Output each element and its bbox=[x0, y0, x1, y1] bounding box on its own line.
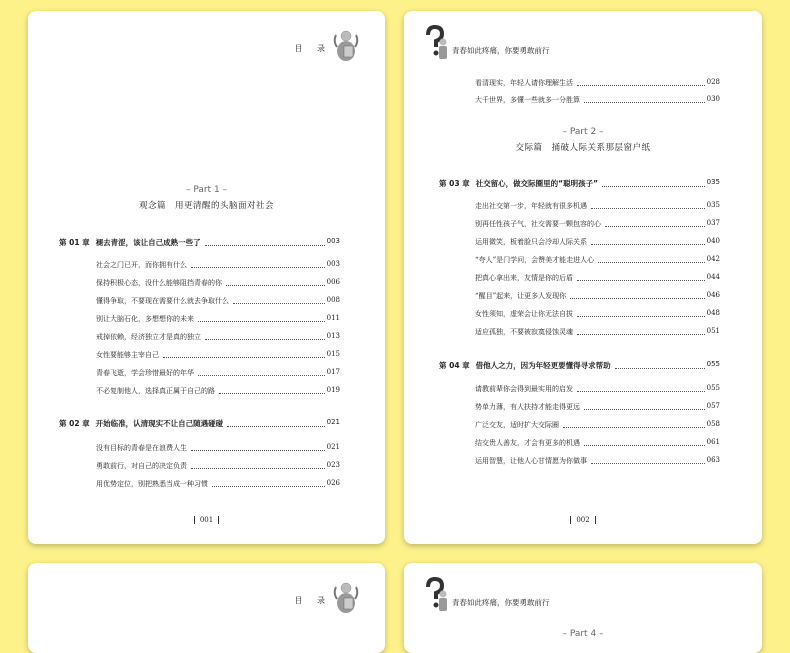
leader-dots bbox=[591, 201, 705, 209]
part-subtitle: 交际篇 捅破人际关系那层窗户纸 bbox=[515, 143, 651, 153]
page-number: 021 bbox=[326, 418, 340, 426]
toc-chapter[interactable] bbox=[439, 360, 720, 371]
entry-title: 运用智慧，让他人心甘情愿为你做事 bbox=[475, 457, 587, 465]
entry-title: 请教前辈你会得到最实用的启发 bbox=[475, 385, 573, 393]
toc-chapter[interactable] bbox=[439, 178, 720, 189]
leader-dots bbox=[191, 260, 325, 268]
toc-page-003 bbox=[28, 563, 385, 653]
entry-page: 019 bbox=[326, 386, 340, 394]
entry-title: 势单力薄，有人扶持才能走得更远 bbox=[475, 403, 580, 411]
entry-title: 运用微笑，板着脸只会冷却人际关系 bbox=[475, 238, 587, 246]
part-label: – Part 1 – bbox=[185, 185, 228, 195]
page-header bbox=[294, 581, 359, 619]
leader-dots bbox=[602, 178, 705, 187]
toc-entry[interactable] bbox=[96, 332, 340, 342]
header-title: 目 录 bbox=[294, 595, 331, 605]
entry-page: 037 bbox=[706, 219, 720, 227]
entry-title: 保持积极心态，没什么能够阻挡青春的你 bbox=[96, 279, 222, 287]
toc-entry[interactable] bbox=[96, 368, 340, 378]
entry-title: 结交贵人善友，才会有更多的机遇 bbox=[475, 439, 580, 447]
entry-page: 040 bbox=[706, 237, 720, 245]
leader-dots bbox=[212, 479, 325, 487]
entry-page: 003 bbox=[326, 260, 340, 268]
entry-title: 大千世界，多懂一些就多一分胜算 bbox=[475, 96, 580, 104]
toc-entry[interactable] bbox=[475, 309, 720, 319]
question-mark-figure-icon bbox=[424, 577, 450, 617]
page-number: 055 bbox=[706, 360, 720, 368]
entry-title: 不必复制他人，选择真正属于自己的路 bbox=[96, 387, 215, 395]
entry-title: 戒掉依赖，经济独立才是真的独立 bbox=[96, 333, 201, 341]
entry-page: 013 bbox=[326, 332, 340, 340]
toc-entry[interactable] bbox=[475, 456, 720, 466]
leader-dots bbox=[577, 78, 705, 86]
toc-entry[interactable] bbox=[96, 386, 340, 396]
entry-title: 适应孤独，不要被寂寞侵蚀灵魂 bbox=[475, 328, 573, 336]
chapter-number: 第 01 章 bbox=[59, 238, 90, 247]
entry-title: 勇敢前行，对自己的决定负责 bbox=[96, 462, 187, 470]
entry-page: 030 bbox=[706, 95, 720, 103]
leader-dots bbox=[205, 237, 325, 246]
page-footer bbox=[28, 516, 385, 524]
entry-page: 023 bbox=[326, 461, 340, 469]
entry-page: 021 bbox=[326, 443, 340, 451]
question-mark-figure-icon bbox=[424, 25, 450, 65]
toc-entry[interactable] bbox=[475, 420, 720, 430]
leader-dots bbox=[591, 237, 705, 245]
entry-page: 015 bbox=[326, 350, 340, 358]
toc-entry[interactable] bbox=[96, 260, 340, 270]
toc-entry[interactable] bbox=[475, 438, 720, 448]
toc-entry[interactable] bbox=[475, 95, 720, 105]
toc-chapter[interactable] bbox=[59, 418, 340, 429]
entry-title: 用优势定位，别把熟悉当成一种习惯 bbox=[96, 480, 208, 488]
toc-entry[interactable] bbox=[475, 255, 720, 265]
page-header bbox=[294, 29, 359, 67]
chapter-title: 借他人之力，因为年轻更要懂得寻求帮助 bbox=[475, 361, 611, 370]
toc-entry[interactable] bbox=[96, 350, 340, 360]
entry-title: 看清现实，年轻人请你理解生活 bbox=[475, 79, 573, 87]
toc-entry[interactable] bbox=[475, 384, 720, 394]
entry-page: 057 bbox=[706, 402, 720, 410]
toc-entry[interactable] bbox=[475, 237, 720, 247]
leader-dots bbox=[584, 402, 705, 410]
toc-entry[interactable] bbox=[475, 273, 720, 283]
leader-dots bbox=[233, 296, 325, 304]
toc-entry[interactable] bbox=[475, 201, 720, 211]
leader-dots bbox=[615, 360, 705, 369]
entry-page: 046 bbox=[706, 291, 720, 299]
header-title: 青春如此疼痛，你要勇敢前行 bbox=[452, 45, 550, 55]
entry-page: 058 bbox=[706, 420, 720, 428]
toc-entry[interactable] bbox=[96, 296, 340, 306]
chapter-number: 第 02 章 bbox=[59, 419, 90, 428]
page-footer bbox=[404, 516, 762, 524]
entry-title: 女性须知，虚荣会让你无法自拔 bbox=[475, 310, 573, 318]
leader-dots bbox=[598, 255, 704, 263]
entry-title: 广泛交友，适时扩大交际圈 bbox=[475, 421, 559, 429]
toc-entry[interactable] bbox=[96, 479, 340, 489]
entry-page: 063 bbox=[706, 456, 720, 464]
toc-entry[interactable] bbox=[475, 327, 720, 337]
toc-chapter[interactable] bbox=[59, 237, 340, 248]
header-title: 青春如此疼痛，你要勇敢前行 bbox=[452, 597, 550, 607]
chapter-title: 褪去青涩，该让自己成熟一些了 bbox=[95, 238, 201, 247]
page-header bbox=[424, 577, 550, 617]
toc-entry[interactable] bbox=[475, 78, 720, 88]
part-subtitle: 观念篇 用更清醒的头脑面对社会 bbox=[138, 201, 274, 211]
chapter-number: 第 04 章 bbox=[439, 361, 470, 370]
leader-dots bbox=[205, 332, 325, 340]
entry-page: 044 bbox=[706, 273, 720, 281]
toc-entry[interactable] bbox=[96, 461, 340, 471]
leader-dots bbox=[584, 438, 705, 446]
toc-entry[interactable] bbox=[96, 278, 340, 288]
entry-page: 048 bbox=[706, 309, 720, 317]
leader-dots bbox=[584, 95, 705, 103]
entry-page: 017 bbox=[326, 368, 340, 376]
leader-dots bbox=[577, 273, 705, 281]
leader-dots bbox=[163, 350, 325, 358]
entry-page: 055 bbox=[706, 384, 720, 392]
thinking-figure-icon bbox=[333, 581, 359, 619]
toc-page-002 bbox=[404, 11, 762, 544]
leader-dots bbox=[577, 309, 705, 317]
entry-page: 028 bbox=[706, 78, 720, 86]
part-label: – Part 4 – bbox=[562, 629, 604, 639]
leader-dots bbox=[591, 456, 705, 464]
entry-title: 没有目标的青春是在浪费人生 bbox=[96, 444, 187, 452]
toc-entry[interactable] bbox=[96, 443, 340, 453]
entry-title: 走出社交第一步，年轻就有很多机遇 bbox=[475, 202, 587, 210]
leader-dots bbox=[605, 219, 705, 227]
entry-page: 051 bbox=[706, 327, 720, 335]
leader-dots bbox=[191, 461, 325, 469]
entry-title: 社会之门已开，而你拥有什么 bbox=[96, 261, 187, 269]
toc-entry[interactable] bbox=[475, 219, 720, 229]
chapter-number: 第 03 章 bbox=[439, 179, 470, 188]
leader-dots bbox=[563, 420, 705, 428]
entry-page: 008 bbox=[326, 296, 340, 304]
leader-dots bbox=[226, 278, 325, 286]
entry-title: “醒目”起来，让更多人发现你 bbox=[475, 292, 567, 300]
leader-dots bbox=[198, 368, 325, 376]
page-number: 035 bbox=[706, 178, 720, 186]
part-label: – Part 2 – bbox=[562, 127, 604, 137]
leader-dots bbox=[227, 418, 324, 427]
entry-page: 011 bbox=[326, 314, 340, 322]
toc-page-004 bbox=[404, 563, 762, 653]
page-number: 003 bbox=[326, 237, 340, 245]
entry-page: 026 bbox=[326, 479, 340, 487]
chapter-title: 开始临准，认清现实不让自己随遇碰碰 bbox=[95, 419, 224, 428]
footer-page-number: 001 bbox=[194, 516, 219, 524]
page-header bbox=[424, 25, 550, 65]
leader-dots bbox=[191, 443, 325, 451]
entry-page: 006 bbox=[326, 278, 340, 286]
entry-title: 女性要能够主宰自己 bbox=[96, 351, 159, 359]
entry-title: 把真心拿出来，友情是你的后盾 bbox=[475, 274, 573, 282]
toc-entry[interactable] bbox=[96, 314, 340, 324]
chapter-title: 社交留心，做交际圈里的“聪明孩子” bbox=[475, 179, 599, 188]
thinking-figure-icon bbox=[333, 29, 359, 67]
entry-title: 别再任性孩子气，社交需要一颗包容的心 bbox=[475, 220, 601, 228]
toc-entry[interactable] bbox=[475, 402, 720, 412]
entry-page: 061 bbox=[706, 438, 720, 446]
entry-page: 035 bbox=[706, 201, 720, 209]
entry-page: 042 bbox=[706, 255, 720, 263]
toc-page-001 bbox=[28, 11, 385, 544]
leader-dots bbox=[577, 384, 705, 392]
entry-title: 懂得争取，不要现在需要什么就去争取什么 bbox=[96, 297, 229, 305]
leader-dots bbox=[577, 327, 705, 335]
entry-title: 别让大脑石化，多想想你的未来 bbox=[96, 315, 194, 323]
leader-dots bbox=[198, 314, 325, 322]
header-title: 目 录 bbox=[294, 43, 331, 53]
footer-page-number: 002 bbox=[570, 516, 595, 524]
leader-dots bbox=[219, 386, 325, 394]
toc-entry[interactable] bbox=[475, 291, 720, 301]
entry-title: “夸人”是门学问，会赞美才能走进人心 bbox=[475, 256, 595, 264]
entry-title: 青春飞逝，学会珍惜最好的年华 bbox=[96, 369, 194, 377]
leader-dots bbox=[570, 291, 704, 299]
